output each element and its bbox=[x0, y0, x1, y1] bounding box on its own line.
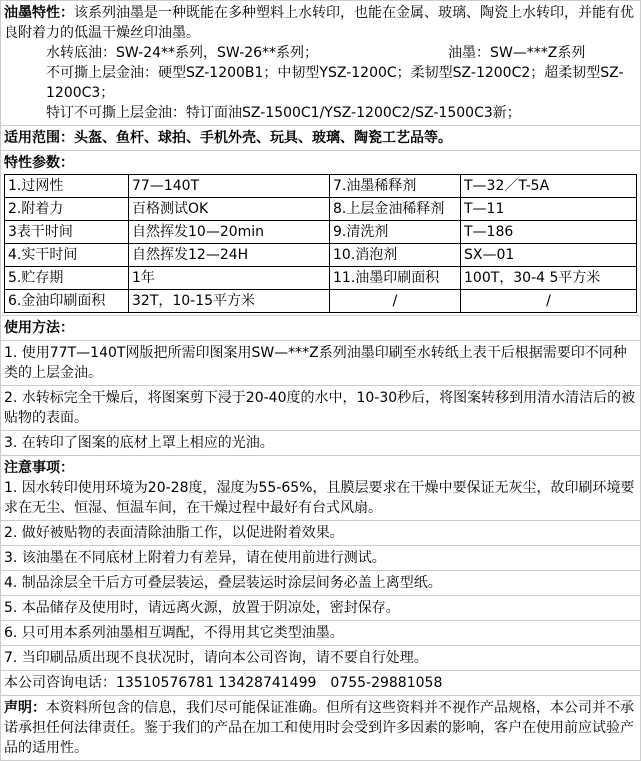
param-value-cell: 自然挥发12—24H bbox=[129, 244, 330, 267]
ink-properties-paragraph bbox=[4, 3, 637, 43]
param-empty-cell: / bbox=[461, 290, 637, 313]
ink-properties-section bbox=[1, 1, 640, 126]
scope-text: 头盔、鱼杆、球拍、手机外壳、玩具、玻璃、陶瓷工艺品等。 bbox=[74, 130, 452, 146]
param-label-cell: 7.油墨稀释剂 bbox=[330, 175, 461, 198]
note-item-4: 4. 制品涂层全干后方可叠层装运，叠层装运时涂层间务必盖上离型纸。 bbox=[1, 571, 640, 596]
param-label-cell: 2.附着力 bbox=[5, 198, 129, 221]
param-label-cell: 11.油墨印刷面积 bbox=[330, 267, 461, 290]
note-item-7: 7. 当印刷品质出现不良状况时，请向本公司咨询，请不要自行处理。 bbox=[1, 646, 640, 671]
param-value-cell: T—32／T-5A bbox=[461, 175, 637, 198]
param-value-cell: 100T，30-4 5平方米 bbox=[461, 267, 637, 290]
param-label-cell: 10.消泡剂 bbox=[330, 244, 461, 267]
param-label-cell: 6.金油印刷面积 bbox=[5, 290, 129, 313]
params-section bbox=[1, 151, 640, 316]
scope-label: 适用范围： bbox=[4, 130, 74, 146]
param-value-cell: 32T，10-15平方米 bbox=[129, 290, 330, 313]
param-empty-cell: / bbox=[330, 290, 461, 313]
param-label-cell: 1.过网性 bbox=[5, 175, 129, 198]
base-oil-line bbox=[46, 43, 637, 63]
disclaimer-label: 声明： bbox=[4, 700, 46, 716]
disclaimer-section bbox=[1, 696, 640, 760]
params-row-1 bbox=[5, 175, 637, 198]
params-row-6 bbox=[5, 290, 637, 313]
note-item-6: 6. 只可用本系列油墨相互调配，不得用其它类型油墨。 bbox=[1, 621, 640, 646]
notes-heading-and-item-1 bbox=[1, 456, 640, 521]
top-gold-oil-line: 不可撕上层金油：硬型SZ-1200B1；中韧型YSZ-1200C；柔韧型SZ-1200C2；超柔韧型SZ-1200C3； bbox=[46, 65, 624, 101]
note-item-1: 1. 因水转印使用环境为20-28度，湿度为55-65%，且膜层要求在干燥中要保证无灰尘，故印刷环境要求在无尘、恒湿、恒温车间，在干燥过程中最好有台式风扇。 bbox=[4, 480, 635, 516]
usage-heading: 使用方法： bbox=[1, 316, 640, 341]
note-item-5: 5. 本品储存及使用时，请远离火源，放置于阴凉处，密封保存。 bbox=[1, 596, 640, 621]
phone-line: 本公司咨询电话：13510576781 13428741499 0755-29881058 bbox=[1, 671, 640, 696]
note-item-3: 3. 该油墨在不同底材上附着力有差异，请在使用前进行测试。 bbox=[1, 546, 640, 571]
notes-label: 注意事项： bbox=[4, 460, 74, 476]
param-label-cell: 5.贮存期 bbox=[5, 267, 129, 290]
scope-section bbox=[1, 126, 640, 151]
params-row-4 bbox=[5, 244, 637, 267]
disclaimer-text: 本资料所包含的信息，我们尽可能保证准确。但所有这些资料并不视作产品规格，本公司并不承诺承担任何法律责任。鉴于我们的产品在加工和使用时会受到许多因素的影响，客户在使用前应试验产品的适用性。 bbox=[4, 700, 634, 756]
ink-properties-label: 油墨特性： bbox=[4, 5, 74, 21]
params-table bbox=[4, 174, 637, 313]
base-oil-series: 水转底油：SW-24**系列，SW-26**系列； bbox=[46, 45, 319, 61]
params-row-2 bbox=[5, 198, 637, 221]
usage-item-1: 1. 使用77T—140T网版把所需印图案用SW—***Z系列油墨印刷至水转纸上表干后根据需要印不同种类的上层金油。 bbox=[1, 341, 640, 386]
ink-properties-text: 该系列油墨是一种既能在多种塑料上水转印，也能在金属、玻璃、陶瓷上水转印，并能有优良附着力的低温干燥丝印油墨。 bbox=[4, 5, 634, 41]
param-label-cell: 9.清洗剂 bbox=[330, 221, 461, 244]
param-value-cell: T—186 bbox=[461, 221, 637, 244]
params-row-3 bbox=[5, 221, 637, 244]
param-value-cell: 百格测试OK bbox=[129, 198, 330, 221]
param-value-cell: T—11 bbox=[461, 198, 637, 221]
params-label: 特性参数： bbox=[4, 155, 74, 171]
param-value-cell: SX—01 bbox=[461, 244, 637, 267]
param-value-cell: 77—140T bbox=[129, 175, 330, 198]
note-item-2: 2. 做好被贴物的表面清除油脂工作，以促进附着效果。 bbox=[1, 521, 640, 546]
usage-item-3: 3. 在转印了图案的底材上罩上相应的光油。 bbox=[1, 431, 640, 456]
usage-item-2: 2. 水转标完全干燥后，将图案剪下浸于20-40度的水中，10-30秒后，将图案转移到用清水清洁后的被贴物的表面。 bbox=[1, 386, 640, 431]
param-label-cell: 8.上层金油稀释剂 bbox=[330, 198, 461, 221]
param-label-cell: 3表干时间 bbox=[5, 221, 129, 244]
param-value-cell: 1年 bbox=[129, 267, 330, 290]
ink-series: 油墨：SW—***Z系列 bbox=[448, 45, 586, 61]
param-value-cell: 自然挥发10—20min bbox=[129, 221, 330, 244]
custom-top-gold-oil-line: 特订不可撕上层金油：特订面油SZ-1500C1/YSZ-1200C2/SZ-1500C3新； bbox=[46, 105, 521, 121]
params-row-5 bbox=[5, 267, 637, 290]
param-label-cell: 4.实干时间 bbox=[5, 244, 129, 267]
